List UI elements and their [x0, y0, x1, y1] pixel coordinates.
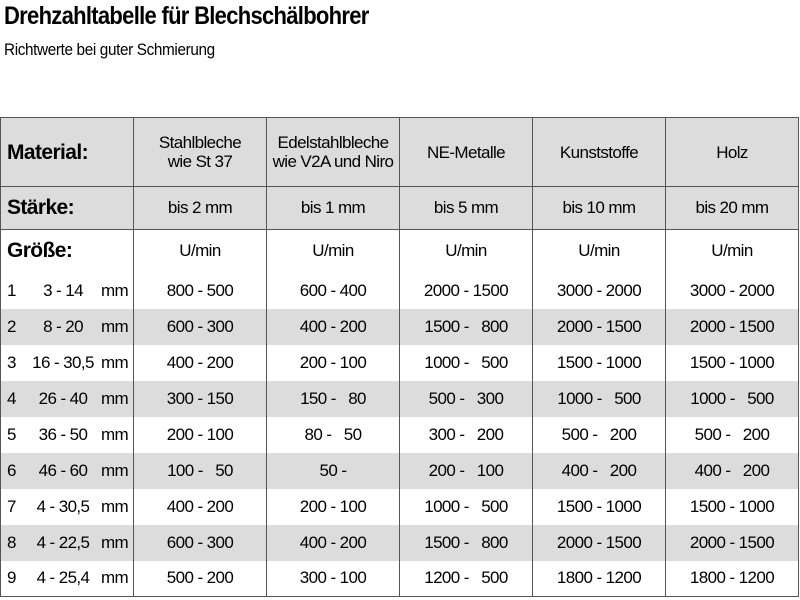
rpm-value: 2000 - 1500: [400, 273, 533, 309]
rpm-value: 200 - 100: [267, 489, 400, 525]
rpm-value: 3000 - 2000: [666, 273, 799, 309]
table-row: [1, 273, 799, 309]
size-unit: mm: [101, 532, 129, 552]
table-row: [1, 453, 799, 489]
unit-cell: U/min: [666, 230, 799, 273]
size-range: 36 - 50: [38, 424, 88, 444]
size-unit: mm: [101, 280, 129, 300]
unit-cell: U/min: [400, 230, 533, 273]
row-number: 1: [7, 280, 16, 300]
unit-cell: U/min: [134, 230, 267, 273]
rpm-value: 1200 - 500: [400, 561, 533, 597]
rpm-table: [0, 117, 799, 597]
rpm-value: 600 - 300: [134, 309, 267, 345]
row-number: 5: [7, 424, 16, 444]
row-number: 6: [7, 460, 16, 480]
rpm-value: 2000 - 1500: [533, 309, 666, 345]
rpm-value: 1500 - 1000: [666, 345, 799, 381]
rpm-value: 1800 - 1200: [533, 561, 666, 597]
rpm-value: 80 - 50: [267, 417, 400, 453]
size-cell: [1, 309, 134, 345]
rpm-value: 400 - 200: [267, 525, 400, 561]
rpm-value: 50 -: [267, 453, 400, 489]
rpm-value: 2000 - 1500: [533, 525, 666, 561]
material-cell: Kunststoffe: [533, 118, 666, 187]
table-row: [1, 561, 799, 597]
rpm-value: 2000 - 1500: [666, 525, 799, 561]
rpm-value: 400 - 200: [134, 345, 267, 381]
size-cell: [1, 453, 134, 489]
size-range: 46 - 60: [38, 460, 88, 480]
thickness-row: [1, 187, 799, 230]
material-cell: NE-Metalle: [400, 118, 533, 187]
size-range: 4 - 25,4: [36, 568, 90, 588]
rpm-value: 500 - 200: [134, 561, 267, 597]
rpm-value: 600 - 300: [134, 525, 267, 561]
row-number: 2: [7, 316, 16, 336]
rpm-value: 600 - 400: [267, 273, 400, 309]
size-cell: [1, 381, 134, 417]
size-unit: mm: [101, 388, 129, 408]
rpm-value: 1500 - 1000: [533, 345, 666, 381]
size-unit: mm: [101, 316, 129, 336]
row-number: 9: [7, 568, 16, 588]
table-row: [1, 489, 799, 525]
rpm-value: 1000 - 500: [400, 345, 533, 381]
rpm-value: 1500 - 800: [400, 309, 533, 345]
rpm-value: 400 - 200: [666, 453, 799, 489]
thickness-cell: bis 10 mm: [533, 187, 666, 230]
unit-cell: U/min: [533, 230, 666, 273]
size-unit: mm: [101, 496, 129, 516]
size-range: 3 - 14: [43, 280, 83, 300]
rpm-value: 200 - 100: [267, 345, 400, 381]
thickness-label: Stärke:: [1, 187, 134, 230]
table-row: [1, 525, 799, 561]
size-cell: [1, 273, 134, 309]
material-header-row: [1, 118, 799, 187]
table-row: [1, 309, 799, 345]
rpm-value: 500 - 300: [400, 381, 533, 417]
thickness-cell: bis 5 mm: [400, 187, 533, 230]
rpm-value: 200 - 100: [400, 453, 533, 489]
rpm-value: 300 - 150: [134, 381, 267, 417]
material-cell: Holz: [666, 118, 799, 187]
size-cell: [1, 417, 134, 453]
size-range: 26 - 40: [38, 388, 88, 408]
page-subtitle: Richtwerte bei guter Schmierung: [4, 40, 215, 59]
row-number: 7: [7, 496, 16, 516]
unit-row: [1, 230, 799, 273]
rpm-value: 2000 - 1500: [666, 309, 799, 345]
thickness-cell: bis 2 mm: [134, 187, 267, 230]
rpm-value: 500 - 200: [533, 417, 666, 453]
rpm-value: 200 - 100: [134, 417, 267, 453]
rpm-value: 1500 - 1000: [666, 489, 799, 525]
size-unit: mm: [101, 568, 129, 588]
size-unit: mm: [101, 424, 129, 444]
rpm-value: 1500 - 1000: [533, 489, 666, 525]
size-cell: [1, 561, 134, 597]
page-title: Drehzahltabelle für Blechschälbohrer: [4, 2, 369, 30]
rpm-value: 100 - 50: [134, 453, 267, 489]
rpm-value: 800 - 500: [134, 273, 267, 309]
size-range: 4 - 30,5: [36, 496, 90, 516]
table-row: [1, 345, 799, 381]
rpm-value: 1000 - 500: [533, 381, 666, 417]
size-unit: mm: [101, 460, 129, 480]
size-cell: [1, 525, 134, 561]
rpm-value: 1800 - 1200: [666, 561, 799, 597]
size-range: 16 - 30,5: [32, 352, 94, 372]
rpm-value: 3000 - 2000: [533, 273, 666, 309]
material-cell: Stahlbleche wie St 37: [134, 118, 267, 187]
size-label: Größe:: [1, 230, 134, 273]
rpm-value: 400 - 200: [134, 489, 267, 525]
size-range: 4 - 22,5: [36, 532, 90, 552]
rpm-value: 400 - 200: [533, 453, 666, 489]
rpm-value: 1500 - 800: [400, 525, 533, 561]
size-unit: mm: [101, 352, 129, 372]
size-cell: [1, 345, 134, 381]
row-number: 3: [7, 352, 16, 372]
table-row: [1, 381, 799, 417]
rpm-value: 150 - 80: [267, 381, 400, 417]
row-number: 4: [7, 388, 16, 408]
material-cell: Edelstahlbleche wie V2A und Niro: [267, 118, 400, 187]
unit-cell: U/min: [267, 230, 400, 273]
rpm-value: 300 - 200: [400, 417, 533, 453]
thickness-cell: bis 20 mm: [666, 187, 799, 230]
row-number: 8: [7, 532, 16, 552]
thickness-cell: bis 1 mm: [267, 187, 400, 230]
rpm-value: 300 - 100: [267, 561, 400, 597]
rpm-value: 400 - 200: [267, 309, 400, 345]
size-cell: [1, 489, 134, 525]
rpm-value: 1000 - 500: [666, 381, 799, 417]
rpm-value: 1000 - 500: [400, 489, 533, 525]
rpm-value: 500 - 200: [666, 417, 799, 453]
material-label: Material:: [1, 118, 134, 187]
size-range: 8 - 20: [43, 316, 83, 336]
table-row: [1, 417, 799, 453]
